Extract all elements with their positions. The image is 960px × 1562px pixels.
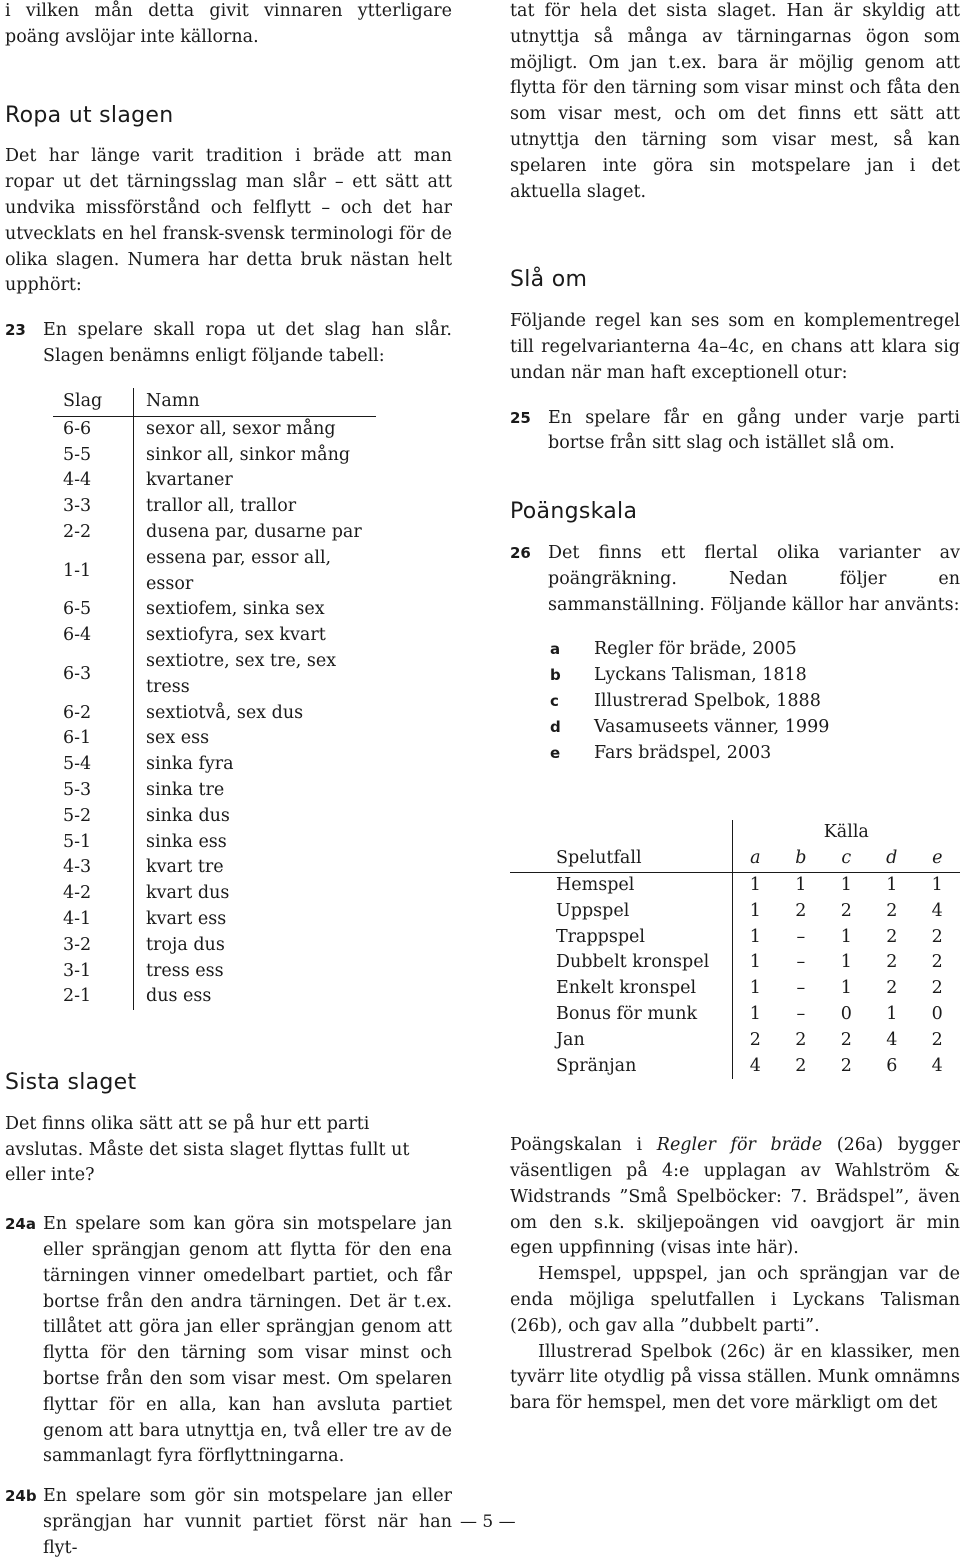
slag-cell: 6-4 — [53, 623, 134, 649]
heading-sista-slaget: Sista slaget — [5, 1070, 452, 1096]
sla-om-paragraph: Följande regel kan ses som en komplementregel till regelvarianterna 4a–4c, en chans att klara sig undan när man haft exceptionell otur: — [510, 309, 960, 386]
source-text: Lyckans Talisman, 1818 — [594, 663, 807, 689]
table-row — [53, 752, 376, 778]
score-cell: 1 — [778, 872, 823, 898]
right-column — [510, 0, 960, 1417]
outcome-name: Enkelt kronspel — [510, 976, 732, 1002]
slag-table — [53, 388, 376, 1010]
table-row — [53, 855, 376, 881]
score-cell: 2 — [824, 899, 869, 925]
table-row — [510, 1054, 960, 1080]
sista-paragraph: Det finns olika sätt att se på hur ett parti avslutas. Måste det sista slaget flyttas fullt ut eller inte? — [5, 1112, 452, 1189]
score-cell: 1 — [824, 950, 869, 976]
list-item — [510, 689, 960, 715]
slag-cell: 2-2 — [53, 520, 134, 546]
outcome-name: Dubbelt kronspel — [510, 950, 732, 976]
source-text: Regler för bräde, 2005 — [594, 637, 797, 663]
namn-cell: sinka dus — [134, 804, 377, 830]
source-key: b — [510, 663, 594, 689]
score-cell: 0 — [824, 1002, 869, 1028]
score-cell: 1 — [732, 872, 778, 898]
namn-cell: sextiotvå, sex dus — [134, 701, 377, 727]
source-key: d — [510, 715, 594, 741]
table-row — [53, 830, 376, 856]
heading-sla-om: Slå om — [510, 267, 960, 293]
table-row — [53, 726, 376, 752]
score-cell: 0 — [915, 1002, 960, 1028]
namn-cell: sextiofem, sinka sex — [134, 597, 377, 623]
score-cell: 2 — [732, 1028, 778, 1054]
outcome-name: Trappspel — [510, 925, 732, 951]
namn-cell: sinka ess — [134, 830, 377, 856]
namn-cell: sex ess — [134, 726, 377, 752]
rule-number: 24a — [5, 1212, 43, 1238]
score-cell: 4 — [915, 1054, 960, 1080]
rule-text: En spelare som kan göra sin motspelare jan eller sprängjan genom att flytta för den ena tärningen vinner omedelbart partiet, och får bortse från den andra tärningen. Det är t.ex. tillåtet att göra jan eller sprängjan genom att flytta för den tärning som visar minst och bortse från den som visar mest. Om spelaren flyttar för en alla, kan han avsluta partiet genom att bara utnyttja en, två eller tre av de sammanlagt fyra förflyttningarna. — [43, 1212, 452, 1470]
table-row — [53, 494, 376, 520]
slag-cell: 5-2 — [53, 804, 134, 830]
slag-cell: 2-1 — [53, 984, 134, 1010]
table-row — [53, 443, 376, 469]
namn-cell: sextiotre, sex tre, sex tress — [134, 649, 377, 701]
continuation-text: tat för hela det sista slaget. Han är skyldig att utnyttja så många av tärningarnas ögon som möjligt. Om jan t.ex. bara är möjlig genom att flytta för den tärning som visar minst och fåta den som visar mest, och om det finns ett sätt att utnyttja den tärning som visar mest, så kan spelaren inte göra sin motspelare jan i det aktuella slaget. — [510, 0, 960, 205]
outcome-name: Jan — [510, 1028, 732, 1054]
rule-number: 25 — [510, 406, 548, 432]
page-number: — 5 — — [460, 1512, 516, 1532]
list-item — [510, 637, 960, 663]
score-cell: 2 — [915, 1028, 960, 1054]
slag-cell: 5-5 — [53, 443, 134, 469]
rule-text: En spelare får en gång under varje parti bortse från sitt slag och istället slå om. — [548, 406, 960, 458]
source-text: Illustrerad Spelbok, 1888 — [594, 689, 821, 715]
slag-cell: 4-1 — [53, 907, 134, 933]
score-cell: 1 — [915, 872, 960, 898]
table-row — [510, 872, 960, 898]
rule-number: 23 — [5, 318, 43, 344]
slag-cell: 4-2 — [53, 881, 134, 907]
source-text: Fars brädspel, 2003 — [594, 741, 771, 767]
namn-cell: dus ess — [134, 984, 377, 1010]
list-item — [510, 715, 960, 741]
slag-header: Slag — [53, 388, 134, 417]
table-row — [53, 520, 376, 546]
score-cell: 4 — [915, 899, 960, 925]
score-cell: 1 — [732, 950, 778, 976]
rule-number: 24b — [5, 1484, 43, 1510]
namn-cell: kvart dus — [134, 881, 377, 907]
left-column — [5, 0, 452, 1562]
ropa-paragraph: Det har länge varit tradition i bräde att man ropar ut det tärningsslag man slår – ett sätt att undvika missförstånd och felflytt – och det har utvecklats en hel fransk-svensk terminologi för de olika slagen. Numera har detta bruk nästan helt upphört: — [5, 144, 452, 299]
namn-cell: sexor all, sexor mång — [134, 416, 377, 442]
rule-25 — [510, 406, 960, 458]
score-cell: 1 — [869, 1002, 914, 1028]
table-row — [53, 959, 376, 985]
namn-cell: sextiofyra, sex kvart — [134, 623, 377, 649]
slag-cell: 3-2 — [53, 933, 134, 959]
column-header: c — [824, 846, 869, 872]
rule-number: 26 — [510, 541, 548, 567]
namn-header: Namn — [134, 388, 377, 417]
slag-cell: 6-3 — [53, 649, 134, 701]
outcome-name: Hemspel — [510, 872, 732, 898]
table-row — [53, 907, 376, 933]
score-cell: 1 — [732, 976, 778, 1002]
table-row — [510, 950, 960, 976]
table-row — [53, 701, 376, 727]
sources-list — [510, 637, 960, 766]
table-row — [53, 623, 376, 649]
rule-text: En spelare skall ropa ut det slag han slår. Slagen benämns enligt följande tabell: — [43, 318, 452, 370]
score-cell: – — [778, 925, 823, 951]
book-title: Regler för bräde — [657, 1135, 822, 1155]
column-header: d — [869, 846, 914, 872]
namn-cell: kvart ess — [134, 907, 377, 933]
score-cell: 2 — [915, 976, 960, 1002]
poangskala-paragraph-1: Poängskalan i Regler för bräde (26a) bygger väsentligen på 4:e upplagan av Wahlström & Widstrands ”Små Spelböcker: 7. Brädspel”, även om den s.k. skiljepoängen vid oavgjort är min egen uppfinning (visas inte här). — [510, 1133, 960, 1262]
score-cell: 1 — [824, 976, 869, 1002]
score-cell: 4 — [869, 1028, 914, 1054]
score-cell: – — [778, 950, 823, 976]
namn-cell: sinka tre — [134, 778, 377, 804]
score-cell: – — [778, 1002, 823, 1028]
source-header: Källa — [732, 820, 960, 846]
score-cell: 1 — [824, 872, 869, 898]
namn-cell: trallor all, trallor — [134, 494, 377, 520]
score-cell: 2 — [869, 925, 914, 951]
table-row — [53, 984, 376, 1010]
outcome-name: Spränjan — [510, 1054, 732, 1080]
namn-cell: sinka fyra — [134, 752, 377, 778]
score-cell: 4 — [732, 1054, 778, 1080]
poangskala-paragraph-3: Illustrerad Spelbok (26c) är en klassiker, men tyvärr lite otydlig på vissa ställen. Munk omnämns bara för hemspel, men det vore märkligt om det — [510, 1340, 960, 1417]
table-row — [510, 925, 960, 951]
namn-cell: dusena par, dusarne par — [134, 520, 377, 546]
score-cell: 2 — [778, 899, 823, 925]
score-cell: 1 — [732, 899, 778, 925]
table-row — [53, 416, 376, 442]
score-cell: 1 — [732, 925, 778, 951]
source-key: e — [510, 741, 594, 767]
score-cell: 2 — [869, 976, 914, 1002]
list-item — [510, 663, 960, 689]
score-cell: 6 — [869, 1054, 914, 1080]
rule-23 — [5, 318, 452, 370]
column-header: e — [915, 846, 960, 872]
namn-cell: sinkor all, sinkor mång — [134, 443, 377, 469]
score-cell: 2 — [778, 1054, 823, 1080]
heading-ropa-ut-slagen: Ropa ut slagen — [5, 103, 452, 129]
slag-cell: 6-5 — [53, 597, 134, 623]
table-row — [53, 649, 376, 701]
list-item — [510, 741, 960, 767]
column-header: b — [778, 846, 823, 872]
score-cell: – — [778, 976, 823, 1002]
table-row — [53, 597, 376, 623]
slag-cell: 6-2 — [53, 701, 134, 727]
rule-text: En spelare som gör sin motspelare jan eller sprängjan har vunnit partiet först när han flyt- — [43, 1484, 452, 1561]
heading-poangskala: Poängskala — [510, 499, 960, 525]
table-row — [53, 804, 376, 830]
source-text: Vasamuseets vänner, 1999 — [594, 715, 829, 741]
table-row — [53, 933, 376, 959]
slag-cell: 5-3 — [53, 778, 134, 804]
slag-cell: 6-6 — [53, 416, 134, 442]
score-cell: 2 — [778, 1028, 823, 1054]
outcome-name: Bonus för munk — [510, 1002, 732, 1028]
slag-cell: 4-3 — [53, 855, 134, 881]
score-cell: 2 — [869, 950, 914, 976]
table-row — [510, 1028, 960, 1054]
slag-cell: 5-1 — [53, 830, 134, 856]
intro-text: i vilken mån detta givit vinnaren ytterligare poäng avslöjar inte källorna. — [5, 0, 452, 51]
source-key: a — [510, 637, 594, 663]
score-cell: 1 — [824, 925, 869, 951]
score-cell: 2 — [915, 925, 960, 951]
rule-26 — [510, 541, 960, 618]
slag-cell: 3-3 — [53, 494, 134, 520]
table-row — [510, 899, 960, 925]
score-cell: 2 — [824, 1054, 869, 1080]
slag-cell: 1-1 — [53, 546, 134, 598]
poangskala-paragraph-2: Hemspel, uppspel, jan och sprängjan var de enda möjliga spelutfallen i Lyckans Talisman (26b), och gav alla ”dubbelt parti”. — [510, 1262, 960, 1339]
namn-cell: troja dus — [134, 933, 377, 959]
row-header: Spelutfall — [510, 846, 732, 872]
score-table — [510, 820, 960, 1079]
table-row — [510, 976, 960, 1002]
namn-cell: essena par, essor all, essor — [134, 546, 377, 598]
table-row — [53, 468, 376, 494]
outcome-name: Uppspel — [510, 899, 732, 925]
rule-text: Det finns ett flertal olika varianter av poängräkning. Nedan följer en sammanställning. Följande källor har använts: — [548, 541, 960, 618]
slag-cell: 4-4 — [53, 468, 134, 494]
table-row — [53, 778, 376, 804]
score-cell: 1 — [732, 1002, 778, 1028]
slag-cell: 5-4 — [53, 752, 134, 778]
score-cell: 2 — [824, 1028, 869, 1054]
table-row — [53, 881, 376, 907]
column-header: a — [732, 846, 778, 872]
namn-cell: kvartaner — [134, 468, 377, 494]
rule-24b — [5, 1484, 452, 1561]
score-cell: 1 — [869, 872, 914, 898]
namn-cell: kvart tre — [134, 855, 377, 881]
score-cell: 2 — [869, 899, 914, 925]
table-row — [53, 546, 376, 598]
table-row — [510, 1002, 960, 1028]
score-cell: 2 — [915, 950, 960, 976]
rule-24a — [5, 1212, 452, 1470]
namn-cell: tress ess — [134, 959, 377, 985]
source-key: c — [510, 689, 594, 715]
slag-cell: 6-1 — [53, 726, 134, 752]
slag-cell: 3-1 — [53, 959, 134, 985]
